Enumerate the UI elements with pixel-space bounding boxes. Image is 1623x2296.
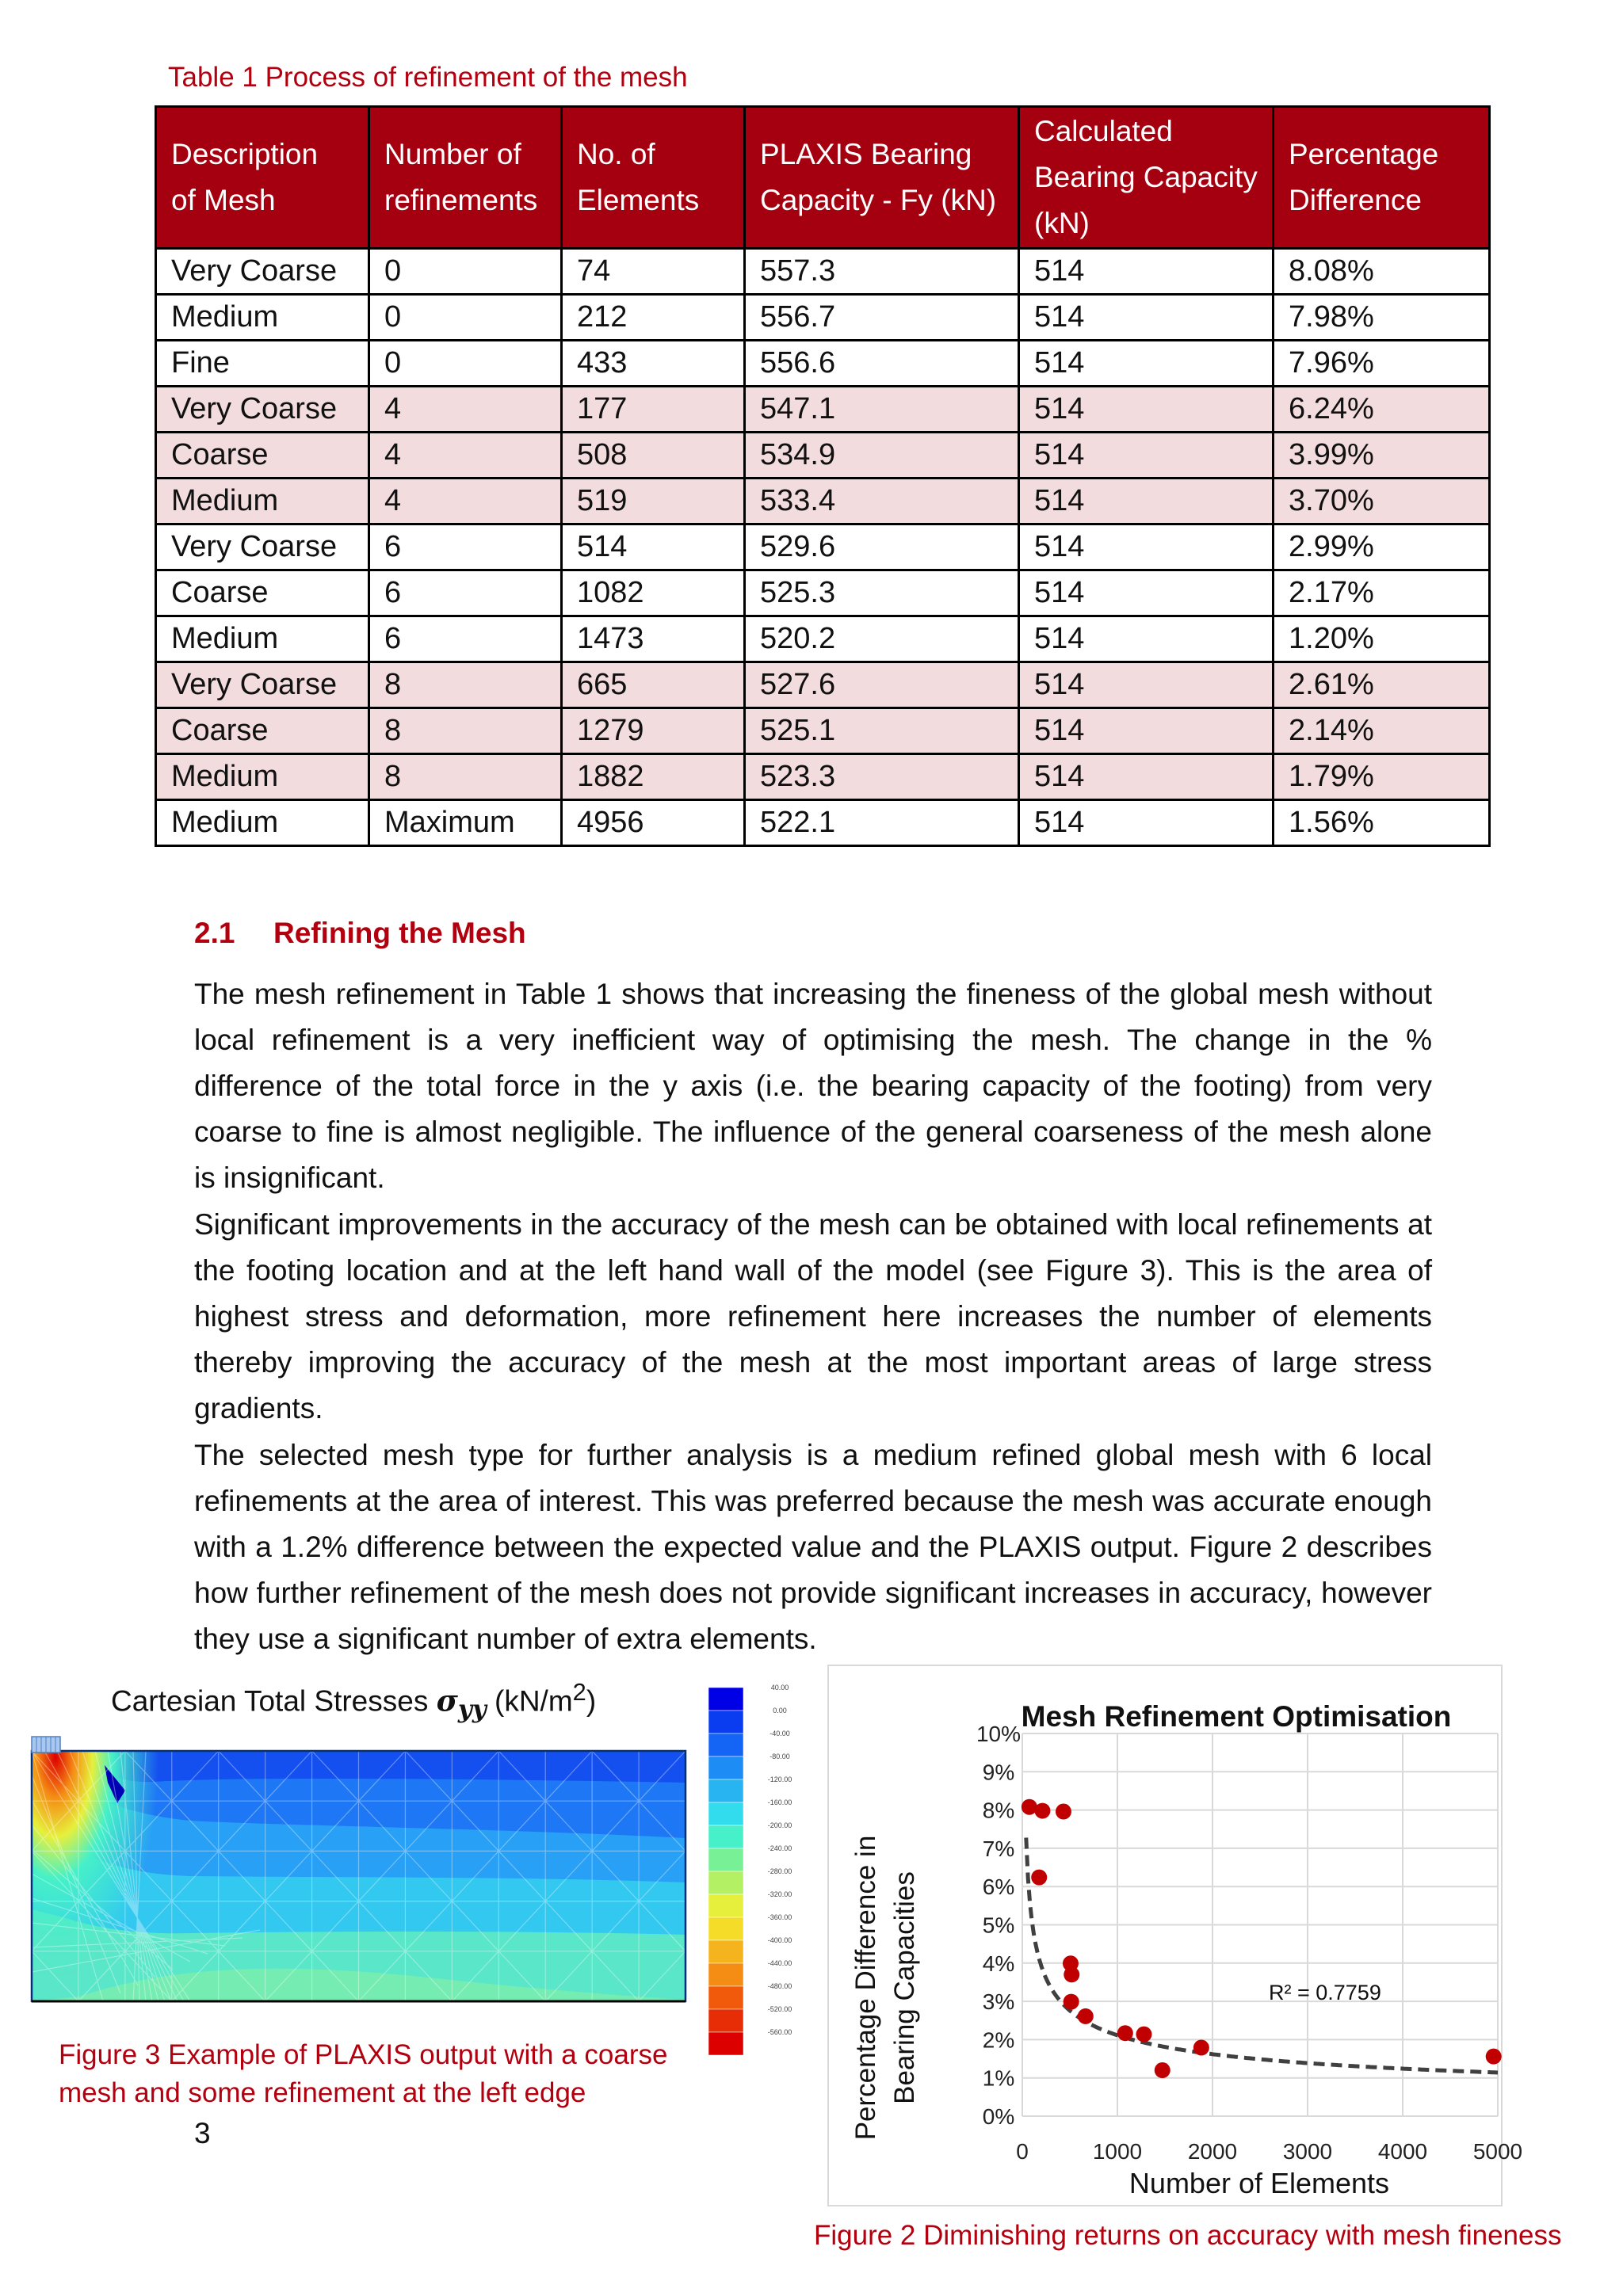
legend-label: -240.00: [767, 1844, 792, 1852]
legend-label: -440.00: [767, 1959, 792, 1967]
page-number: 3: [194, 2117, 211, 2149]
legend-label: -80.00: [769, 1753, 790, 1760]
table-cell: 1279: [562, 708, 745, 754]
data-point: [1056, 1804, 1071, 1820]
table-row: [156, 800, 1490, 846]
table-cell: Coarse: [156, 570, 369, 616]
legend-swatch: [708, 1940, 743, 1963]
data-point: [1155, 2062, 1170, 2078]
table-cell: 514: [1019, 249, 1274, 295]
header-calculated-capacity: Calculated Bearing Capacity (kN): [1019, 107, 1274, 249]
x-tick-label: 3000: [1282, 2139, 1333, 2164]
table-cell: Medium: [156, 754, 369, 800]
table-cell: 7.98%: [1274, 295, 1490, 341]
legend-label: -280.00: [767, 1867, 792, 1875]
table-cell: Medium: [156, 479, 369, 524]
table-cell: 557.3: [745, 249, 1019, 295]
table-cell: 514: [562, 524, 745, 570]
table-cell: 433: [562, 341, 745, 387]
header-plaxis-capacity: PLAXIS Bearing Capacity - Fy (kN): [745, 107, 1019, 249]
table-cell: 547.1: [745, 387, 1019, 433]
table-cell: 2.17%: [1274, 570, 1490, 616]
data-point: [1117, 2025, 1133, 2041]
table-cell: 556.7: [745, 295, 1019, 341]
legend-swatches: [708, 1688, 743, 2055]
table-cell: 1.20%: [1274, 616, 1490, 662]
table-cell: 4: [369, 433, 562, 479]
table-cell: 0: [369, 249, 562, 295]
y-tick-label: 4%: [982, 1951, 1015, 1976]
legend-swatch: [708, 1802, 743, 1825]
table-cell: 523.3: [745, 754, 1019, 800]
table-row: [156, 662, 1490, 708]
table-cell: 514: [1019, 800, 1274, 846]
table-cell: 520.2: [745, 616, 1019, 662]
y-tick-label: 6%: [982, 1875, 1015, 1900]
header-percentage: Percentage Difference: [1274, 107, 1490, 249]
table-cell: 514: [1019, 662, 1274, 708]
legend-label: -520.00: [767, 2005, 792, 2013]
table-cell: 3.99%: [1274, 433, 1490, 479]
paragraph: The mesh refinement in Table 1 shows that increasing the fineness of the global mesh without local refinement is a very inefficient way of optimising the mesh. The change in the % difference of the total force in the y axis (i.e. the bearing capacity of the footing) from very coarse to fine is almost negligible. The influence of the general coarseness of the mesh alone is insignificant.: [194, 978, 1432, 1194]
table-cell: 8: [369, 754, 562, 800]
legend-label: -320.00: [767, 1890, 792, 1898]
table-cell: 665: [562, 662, 745, 708]
data-point: [1486, 2049, 1502, 2065]
legend-swatch: [708, 2009, 743, 2032]
table-cell: 7.96%: [1274, 341, 1490, 387]
legend-swatch: [708, 1871, 743, 1894]
data-point: [1064, 1994, 1079, 2010]
legend-label: -480.00: [767, 1982, 792, 1990]
legend-labels: [768, 1684, 792, 2036]
table-cell: 6: [369, 616, 562, 662]
x-tick-labels: [1016, 2139, 1522, 2164]
table-row: [156, 387, 1490, 433]
table-row: [156, 249, 1490, 295]
x-tick-label: 2000: [1187, 2139, 1238, 2164]
table-cell: 1.79%: [1274, 754, 1490, 800]
table-row: [156, 570, 1490, 616]
y-tick-label: 2%: [982, 2027, 1015, 2053]
table-cell: Medium: [156, 295, 369, 341]
legend-label: -160.00: [767, 1798, 792, 1806]
section-number: 2.1: [194, 917, 235, 949]
table-cell: 533.4: [745, 479, 1019, 524]
legend-swatch: [708, 1963, 743, 1986]
legend-label: -200.00: [767, 1821, 792, 1829]
legend-label: -40.00: [769, 1730, 790, 1737]
legend-label: 0.00: [773, 1707, 787, 1714]
table-cell: 1882: [562, 754, 745, 800]
table-cell: Very Coarse: [156, 387, 369, 433]
y-axis-label-line2: Bearing Capacities: [889, 1871, 920, 2104]
table-cell: 8.08%: [1274, 249, 1490, 295]
legend-label: -560.00: [767, 2028, 792, 2036]
table-cell: 0: [369, 295, 562, 341]
chart-title: Mesh Refinement Optimisation: [1021, 1700, 1452, 1733]
header-elements: No. of Elements: [562, 107, 745, 249]
paragraph: The selected mesh type for further analysis is a medium refined global mesh with 6 local refinements at the area of interest. This was preferred because the mesh was accurate enough with a 1.2% difference between the expected value and the PLAXIS output. Figure 2 describes how further refinement of the mesh does not provide significant increases in accuracy, however they use a significant number of extra elements.: [194, 1439, 1432, 1655]
table-cell: 3.70%: [1274, 479, 1490, 524]
legend-swatch: [708, 1894, 743, 1917]
table-cell: 6.24%: [1274, 387, 1490, 433]
table-caption: Table 1 Process of refinement of the mesh: [168, 62, 688, 93]
table-cell: 4956: [562, 800, 745, 846]
table-cell: 177: [562, 387, 745, 433]
table-cell: 514: [1019, 433, 1274, 479]
table-cell: 212: [562, 295, 745, 341]
y-tick-labels: [976, 1722, 1021, 2129]
table-row: [156, 295, 1490, 341]
data-point: [1136, 2027, 1151, 2042]
x-tick-label: 1000: [1092, 2139, 1143, 2164]
table-cell: 2.61%: [1274, 662, 1490, 708]
stress-model: [32, 1751, 685, 2001]
table-cell: 74: [562, 249, 745, 295]
legend-swatch: [708, 1917, 743, 1940]
table-cell: 514: [1019, 708, 1274, 754]
table-cell: 514: [1019, 341, 1274, 387]
y-tick-label: 3%: [982, 1989, 1015, 2015]
table-cell: Coarse: [156, 708, 369, 754]
mesh-refinement-table: [155, 105, 1491, 847]
data-point: [1193, 2040, 1209, 2056]
table-row: [156, 524, 1490, 570]
y-tick-label: 0%: [982, 2104, 1015, 2129]
legend-swatch: [708, 1825, 743, 1848]
legend-label: -120.00: [767, 1775, 792, 1783]
table-cell: 529.6: [745, 524, 1019, 570]
table-row: [156, 708, 1490, 754]
table-cell: 0: [369, 341, 562, 387]
table-cell: 514: [1019, 295, 1274, 341]
header-refinements: Number of refinements: [369, 107, 562, 249]
table-cell: 514: [1019, 524, 1274, 570]
table-cell: Very Coarse: [156, 524, 369, 570]
table-cell: 6: [369, 570, 562, 616]
chart-gridlines: [1022, 1733, 1498, 2116]
table-cell: 525.3: [745, 570, 1019, 616]
table-cell: 534.9: [745, 433, 1019, 479]
table-cell: 6: [369, 524, 562, 570]
plaxis-stress-plot: [32, 1727, 792, 2044]
x-tick-label: 4000: [1377, 2139, 1428, 2164]
table-cell: 519: [562, 479, 745, 524]
table-row: [156, 754, 1490, 800]
y-tick-label: 9%: [982, 1760, 1015, 1785]
data-point: [1031, 1870, 1047, 1886]
table-cell: 514: [1019, 754, 1274, 800]
data-point: [1078, 2008, 1094, 2024]
data-point: [1064, 1966, 1079, 1982]
y-tick-label: 8%: [982, 1798, 1015, 1823]
legend-swatch: [708, 1711, 743, 1733]
legend-swatch: [708, 2032, 743, 2055]
header-description: Description of Mesh: [156, 107, 369, 249]
table-row: [156, 616, 1490, 662]
data-points: [1022, 1799, 1502, 2078]
legend-swatch: [708, 1779, 743, 1802]
table-cell: Very Coarse: [156, 662, 369, 708]
table-cell: 8: [369, 662, 562, 708]
table-cell: 1473: [562, 616, 745, 662]
table-cell: 1.56%: [1274, 800, 1490, 846]
table-cell: 1082: [562, 570, 745, 616]
y-tick-label: 5%: [982, 1913, 1015, 1938]
table-cell: 508: [562, 433, 745, 479]
y-tick-label: 7%: [982, 1836, 1015, 1861]
table-cell: Fine: [156, 341, 369, 387]
legend-label: -360.00: [767, 1913, 792, 1921]
legend-swatch: [708, 1848, 743, 1871]
y-tick-label: 10%: [976, 1722, 1022, 1746]
legend-swatch: [708, 1733, 743, 1756]
table-row: [156, 341, 1490, 387]
legend-label: -400.00: [767, 1936, 792, 1944]
section-title: Refining the Mesh: [273, 917, 526, 949]
table-cell: Medium: [156, 616, 369, 662]
table-cell: 514: [1019, 479, 1274, 524]
table-header-row: [156, 107, 1490, 249]
legend-swatch: [708, 1688, 743, 1711]
table-cell: 4: [369, 387, 562, 433]
y-tick-label: 1%: [982, 2065, 1015, 2091]
x-tick-label: 0: [1016, 2139, 1029, 2164]
table-cell: Coarse: [156, 433, 369, 479]
table-cell: 525.1: [745, 708, 1019, 754]
r-squared-label: R² = 0.7759: [1269, 1981, 1381, 2004]
table-cell: 8: [369, 708, 562, 754]
table-cell: 514: [1019, 570, 1274, 616]
table-cell: 2.14%: [1274, 708, 1490, 754]
legend-swatch: [708, 1986, 743, 2009]
table-cell: Medium: [156, 800, 369, 846]
mesh-refinement-chart: [827, 1665, 1523, 2203]
table-cell: Maximum: [369, 800, 562, 846]
table-cell: 514: [1019, 387, 1274, 433]
figure3-caption: Figure 3 Example of PLAXIS output with a coarse mesh and some refinement at the left edge: [59, 2039, 668, 2108]
table-cell: 556.6: [745, 341, 1019, 387]
table-cell: 4: [369, 479, 562, 524]
stress-legend: [705, 1681, 808, 2046]
table-cell: 527.6: [745, 662, 1019, 708]
table-cell: Very Coarse: [156, 249, 369, 295]
figure2-caption: Figure 2 Diminishing returns on accuracy with mesh fineness: [814, 2220, 1562, 2251]
legend-label: 40.00: [770, 1684, 789, 1691]
y-axis-label-line1: Percentage Difference in: [850, 1835, 881, 2141]
x-tick-label: 5000: [1472, 2139, 1523, 2164]
table-row: [156, 433, 1490, 479]
trendline: [1026, 1838, 1498, 2073]
section-heading: [194, 917, 526, 950]
table-cell: 514: [1019, 616, 1274, 662]
paragraph: Significant improvements in the accuracy of the mesh can be obtained with local refinements at the footing location and at the left hand wall of the model (see Figure 3). This is the area of highest stress and deformation, more refinement here increases the number of elements thereby improving the accuracy of the mesh at the most important areas of large stress gradients.: [194, 1208, 1432, 1425]
table-cell: 522.1: [745, 800, 1019, 846]
data-point: [1034, 1803, 1050, 1819]
figure3-title: Cartesian Total Stresses $\sigma_{yy}$ $(kN/m^2)$: [111, 1678, 597, 1724]
table-cell: 2.99%: [1274, 524, 1490, 570]
legend-swatch: [708, 1756, 743, 1779]
x-axis-label: Number of Elements: [1128, 2167, 1390, 2199]
table-row: [156, 479, 1490, 524]
